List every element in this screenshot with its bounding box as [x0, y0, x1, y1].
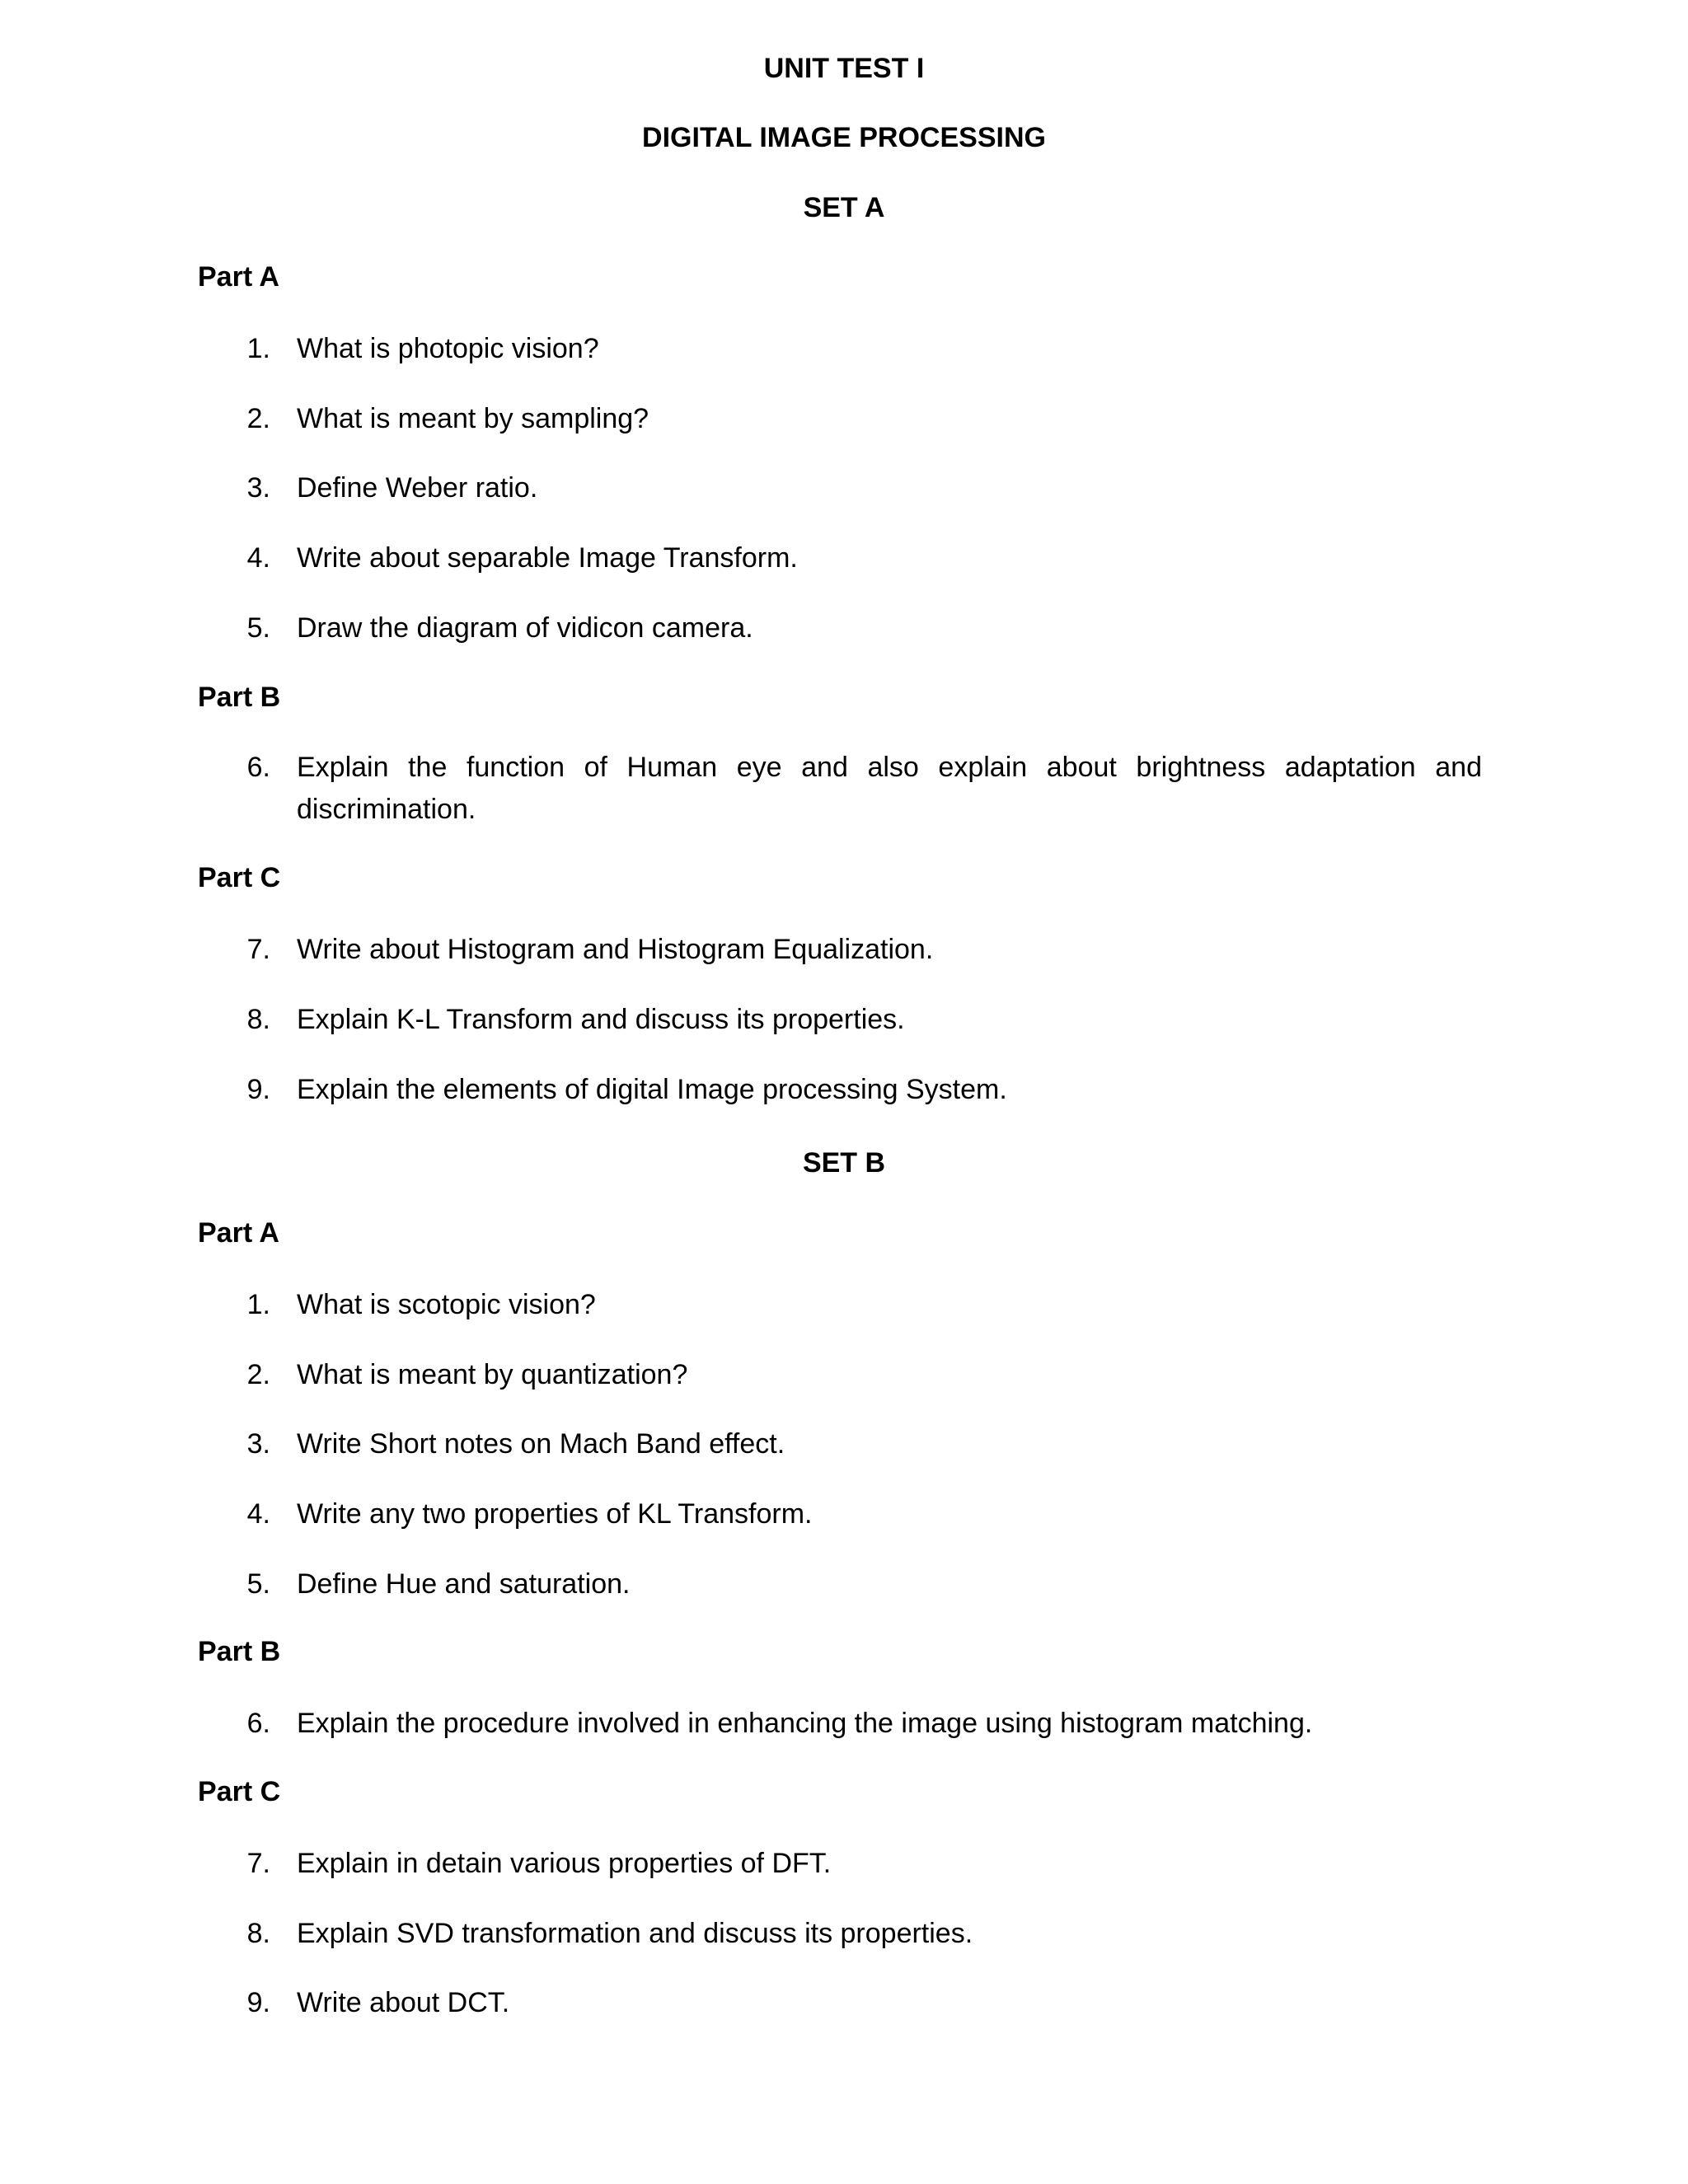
- question-text: What is meant by quantization?: [297, 1359, 688, 1390]
- question-text: Write about Histogram and Histogram Equalization.: [297, 934, 934, 965]
- question-number: 1.: [246, 333, 270, 364]
- question-text: Write any two properties of KL Transform.: [297, 1498, 813, 1530]
- question-text: Explain in detain various properties of DFT.: [297, 1848, 832, 1879]
- question-text: Explain SVD transformation and discuss its properties.: [297, 1918, 973, 1949]
- set-a-part-c-heading: Part C: [198, 862, 281, 893]
- question-text: Define Hue and saturation.: [297, 1568, 631, 1600]
- set-a-part-b-heading: Part B: [198, 682, 281, 713]
- set-a-part-a-heading: Part A: [198, 261, 279, 293]
- question-text: What is meant by sampling?: [297, 403, 649, 434]
- question-number: 8.: [246, 1918, 270, 1949]
- question-number: 9.: [246, 1074, 270, 1105]
- set-b-part-b-heading: Part B: [198, 1636, 281, 1667]
- question-text: Explain the procedure involved in enhancing the image using histogram matching.: [297, 1708, 1313, 1739]
- question-text: Draw the diagram of vidicon camera.: [297, 612, 753, 644]
- question-number: 5.: [246, 1568, 270, 1600]
- question-text: Write about DCT.: [297, 1987, 510, 2018]
- question-text: Explain the function of Human eye and also explain about brightness adaptation and discrimination.: [297, 752, 1482, 825]
- question-number: 2.: [246, 403, 270, 434]
- question-number: 3.: [246, 1428, 270, 1460]
- question-number: 7.: [246, 1848, 270, 1879]
- set-b-heading: SET B: [802, 1147, 886, 1179]
- question-number: 8.: [246, 1004, 270, 1035]
- question-text: What is scotopic vision?: [297, 1289, 596, 1320]
- question-text: Write Short notes on Mach Band effect.: [297, 1428, 785, 1460]
- question-text: Define Weber ratio.: [297, 472, 538, 504]
- question-number: 3.: [246, 472, 270, 504]
- question-number: 2.: [246, 1359, 270, 1390]
- set-b-part-a-heading: Part A: [198, 1217, 279, 1249]
- question-number: 5.: [246, 612, 270, 644]
- question-number: 6.: [246, 752, 270, 783]
- set-a-heading: SET A: [803, 192, 885, 223]
- question-number: 4.: [246, 1498, 270, 1530]
- question-number: 9.: [246, 1987, 270, 2018]
- question-text: Explain the elements of digital Image processing System.: [297, 1074, 1007, 1105]
- question-number: 1.: [246, 1289, 270, 1320]
- unit-test-title: UNIT TEST I: [763, 53, 925, 84]
- question-number: 4.: [246, 542, 270, 574]
- set-b-part-c-heading: Part C: [198, 1776, 281, 1807]
- question-number: 7.: [246, 934, 270, 965]
- subject-title: DIGITAL IMAGE PROCESSING: [642, 122, 1046, 153]
- question-text: Explain K-L Transform and discuss its properties.: [297, 1004, 905, 1035]
- question-text: What is photopic vision?: [297, 333, 599, 364]
- question-number: 6.: [246, 1708, 270, 1739]
- question-text: Write about separable Image Transform.: [297, 542, 798, 574]
